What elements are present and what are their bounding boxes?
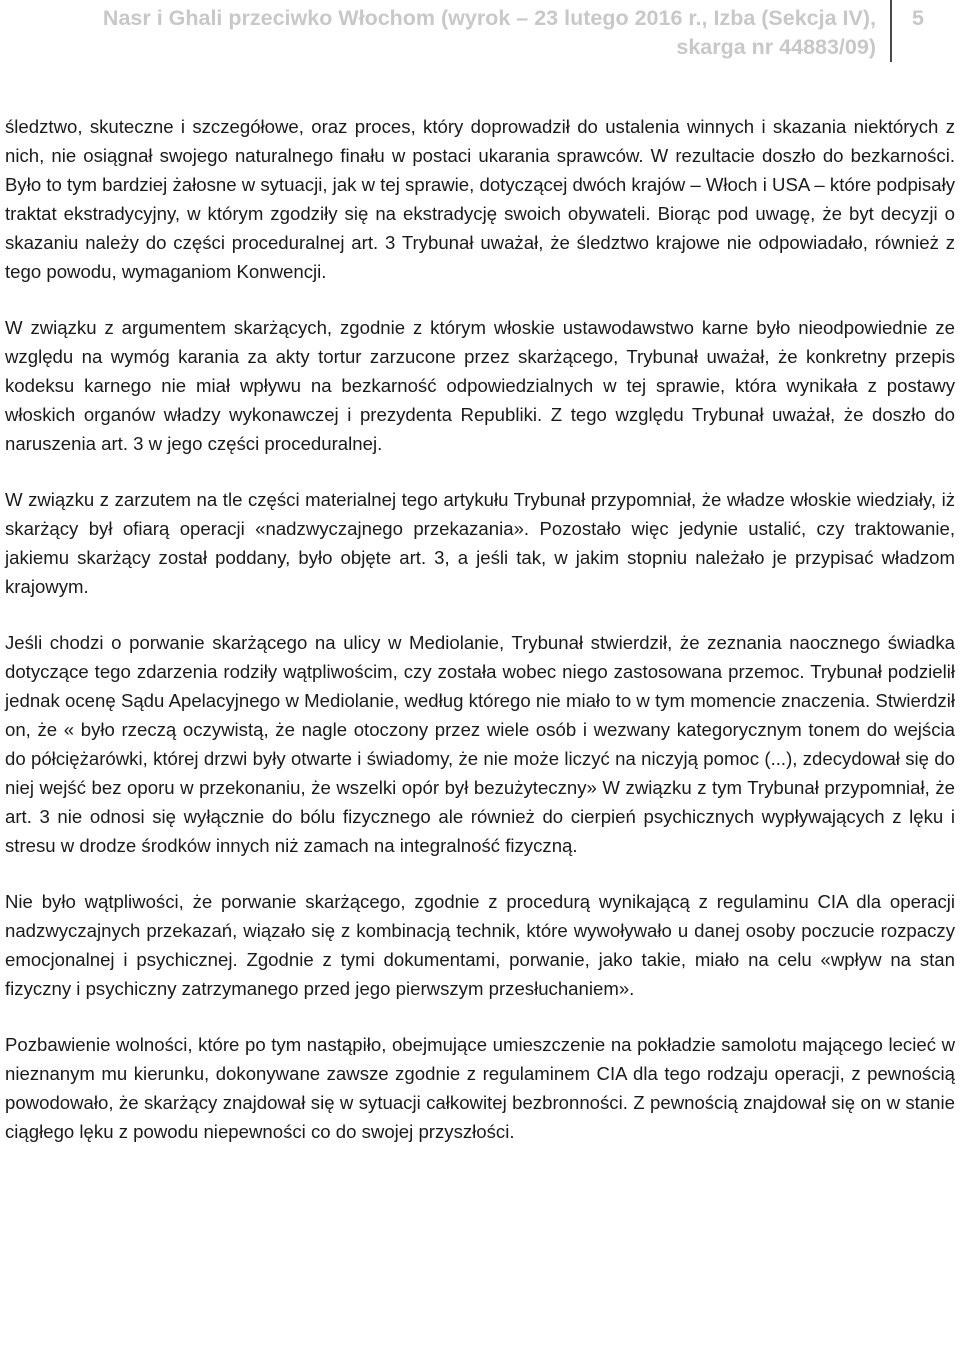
header-title-line-1: Nasr i Ghali przeciwko Włochom (wyrok – 23 lutego 2016 r., Izba (Sekcja IV), [102,6,876,30]
paragraph-4: Jeśli chodzi o porwanie skarżącego na ulicy w Mediolanie, Trybunał stwierdził, że zeznania naocznego świadka dotyczące tego zdarzenia rodziły wątpliwościm, czy została wobec niego zastosowana przemoc. Trybunał podzielił jednak ocenę Sądu Apelacyjnego w Mediolanie, według którego nie miało to w tym momencie znaczenia. Stwierdził on, że « było rzeczą oczywistą, że nagle otoczony przez wiele osób i wezwany kategorycznym tonem do wejścia do półciężarówki, której drzwi były otwarte i świadomy, że nie może liczyć na niczyją pomoc (...), zdecydował się do niej wejść bez oporu w przekonaniu, że wszelki opór był bezużyteczny» W związku z tym Trybunał przypomniał, że art. 3 nie odnosi się wyłącznie do bólu fizycznego ale również do cierpień psychicznych wypływających z lęku i stresu w drodze środków innych niż zamach na integralność fizyczną. [5,632,955,856]
document-body [5,112,955,1173]
running-header [0,0,960,62]
paragraph-2: W związku z argumentem skarżących, zgodnie z którym włoskie ustawodawstwo karne było nieodpowiednie ze względu na wymóg karania za akty tortur zarzucone przez skarżącego, Trybunał uważał, że konkretny przepis kodeksu karnego nie miał wpływu na bezkarność odpowiedzialnych w tej sprawie, która wynikała z postawy włoskich organów władzy wykonawczej i prezydenta Republiki. Z tego względu Trybunał uważał, że doszło do naruszenia art. 3 w jego części proceduralnej. [5,317,955,454]
page-number: 5 [912,6,924,30]
paragraph-3: W związku z zarzutem na tle części materialnej tego artykułu Trybunał przypomniał, że władze włoskie wiedziały, iż skarżący był ofiarą operacji «nadzwyczajnego przekazania». Pozostało więc jedynie ustalić, czy traktowanie, jakiemu skarżący został poddany, było objęte art. 3, a jeśli tak, w jakim stopniu należało je przypisać władzom krajowym. [5,489,955,597]
document-header-title [16,4,876,62]
paragraph-1: śledztwo, skuteczne i szczegółowe, oraz proces, który doprowadził do ustalenia winnych i skazania niektórych z nich, nie osiągnał swojego naturalnego finału w postaci ukarania sprawców. W rezultacie doszło do bezkarności. Było to tym bardziej żałosne w sytuacji, jak w tej sprawie, dotyczącej dwóch krajów – Włoch i USA – które podpisały traktat ekstradycyjny, w którym zgodziły się na ekstradycję swoich obywateli. Biorąc pod uwagę, że byt decyzji o skazaniu należy do części proceduralnej art. 3 Trybunał uważał, że śledztwo krajowe nie odpowiadało, również z tego powodu, wymaganiom Konwencji. [5,116,955,282]
header-divider [890,0,892,62]
paragraph-5: Nie było wątpliwości, że porwanie skarżącego, zgodnie z procedurą wynikającą z regulaminu CIA dla operacji nadzwyczajnych przekazań, wiązało się z kombinacją technik, które wywoływało u danej osoby poczucie rozpaczy emocjonalnej i psychicznej. Zgodnie z tymi dokumentami, porwanie, jako takie, miało na celu «wpływ na stan fizyczny i psychiczny zatrzymanego przed jego pierwszym przesłuchaniem». [5,891,955,999]
header-title-line-2: skarga nr 44883/09) [676,35,876,59]
paragraph-6: Pozbawienie wolności, które po tym nastąpiło, obejmujące umieszczenie na pokładzie samolotu mającego lecieć w nieznanym mu kierunku, dokonywane zawsze zgodnie z regulaminem CIA dla tego rodzaju operacji, z pewnością powodowało, że skarżący znajdował się w sytuacji całkowitej bezbronności. Z pewnością znajdował się on w stanie ciągłego lęku z powodu niepewności co do swojej przyszłości. [5,1034,955,1142]
